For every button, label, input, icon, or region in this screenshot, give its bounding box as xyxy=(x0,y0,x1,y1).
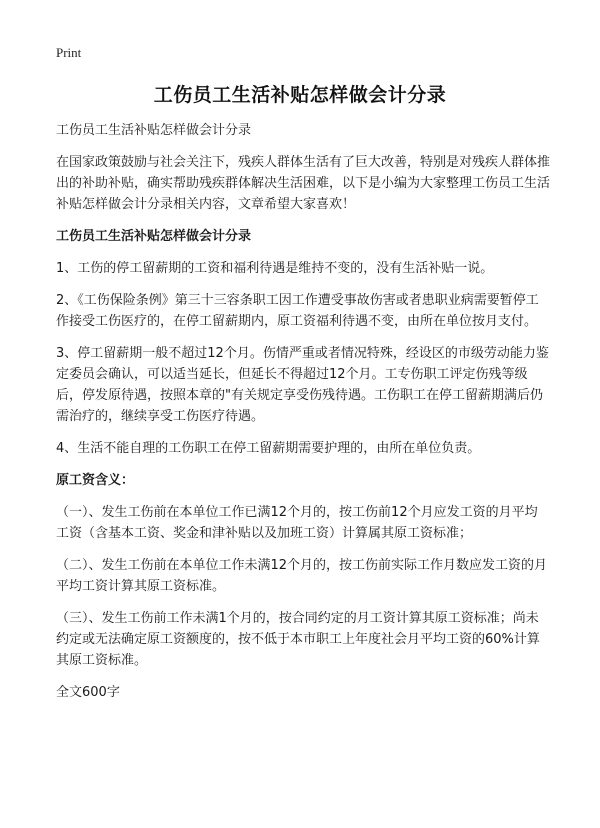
section-item-1: 1、工伤的停工留薪期的工资和福利待遇是维持不变的，没有生活补贴一说。 xyxy=(56,261,494,276)
section-heading-original-wage: 原工资含义： xyxy=(56,473,135,488)
page-title: 工伤员工生活补贴怎样做会计分录 xyxy=(153,84,447,106)
subtitle: 工伤员工生活补贴怎样做会计分录 xyxy=(56,123,252,138)
section-item-3: 3、停工留薪期一般不超过12个月。伤情严重或者情况特殊，经设区的市级劳动能力鉴定委员会确认，可以适当延长，但延长不得超过12个月。工专伤职工评定伤残等级后，停发原待遇，按照本章的"有关规定享受伤残待遇。工伤职工在停工留薪期满后仍需治疗的，继续享受工伤医疗待遇。 xyxy=(56,346,549,424)
section-item-2: 2、《工伤保险条例》第三十三容条职工因工作遭受事故伤害或者患职业病需要暂停工作接受工伤医疗的，在停工留薪期内，原工资福利待遇不变，由所在单位按月支付。 xyxy=(56,293,539,329)
wage-item-2: （二）、发生工伤前在本单位工作未满12个月的，按工伤前实际工作月数应发工资的月平均工资计算其原工资标准。 xyxy=(56,558,548,594)
intro-paragraph: 在国家政策鼓励与社会关注下，残疾人群体生活有了巨大改善，特别是对残疾人群体推出的补助补贴，确实帮助残疾群体解决生活困难，以下是小编为大家整理工伤员工生活补贴怎样做会计分录相关内容，文章希望大家喜欢！ xyxy=(56,155,551,212)
word-count: 全文600字 xyxy=(56,685,120,700)
wage-item-3: （三）、发生工伤前工作未满1个月的，按合同约定的月工资计算其原工资标准；尚未约定或无法确定原工资额度的，按不低于本市职工上年度社会月平均工资的60%计算其原工资标准。 xyxy=(56,611,540,668)
wage-item-1: （一）、发生工伤前在本单位工作已满12个月的，按工伤前12个月应发工资的月平均工资（含基本工资、奖金和津补贴以及加班工资）计算属其原工资标准； xyxy=(56,505,538,541)
print-label: Print xyxy=(56,45,82,60)
section-heading-entries: 工伤员工生活补贴怎样做会计分录 xyxy=(56,229,252,244)
document-body xyxy=(56,120,550,716)
section-item-4: 4、生活不能自理的工伤职工在停工留薪期需要护理的，由所在单位负责。 xyxy=(56,441,481,456)
